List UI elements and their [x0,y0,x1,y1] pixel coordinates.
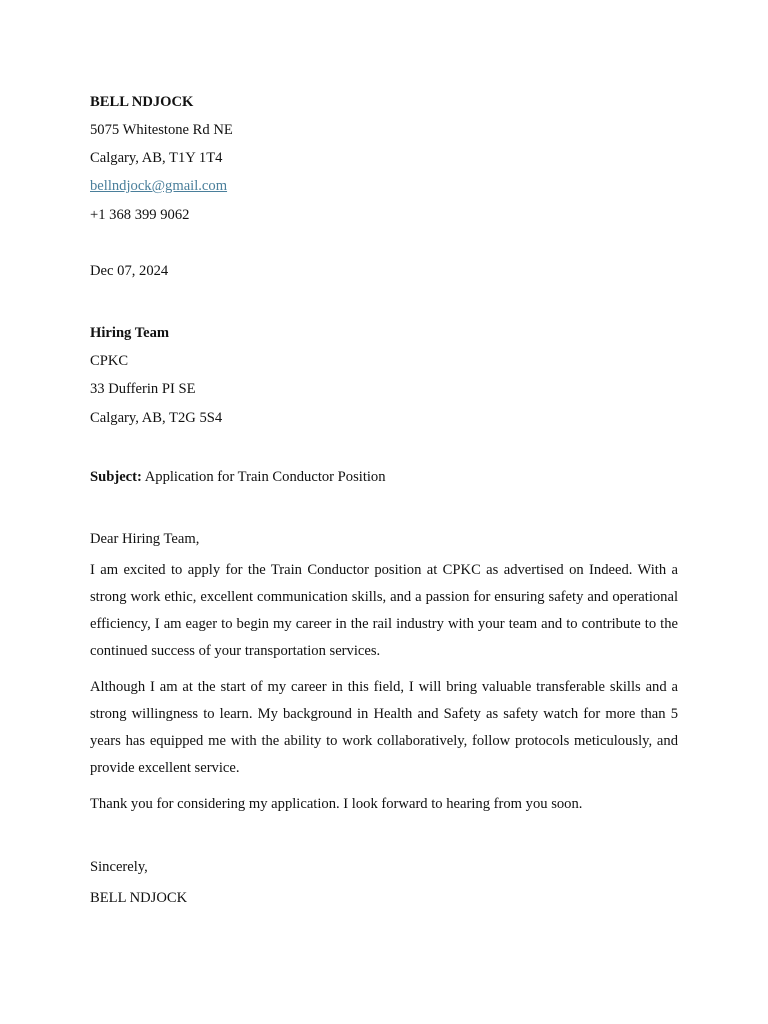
subject-text: Application for Train Conductor Position [144,469,386,485]
body-paragraph-2: Although I am at the start of my career in this field, I will bring valuable transferable skills and a strong willingness to learn. My background in Health and Safety as safety watch for more than 5 years has equipped me with the ability to work collaboratively, follow protocols meticulously, and provide excellent service. [90,679,678,776]
letter-page [90,0,678,1024]
body-paragraph-3: Thank you for considering my application. I look forward to hearing from you soon. [90,796,583,812]
recipient-city: Calgary, AB, T2G 5S4 [90,410,223,426]
recipient-company: CPKC [90,353,129,369]
recipient-name: Hiring Team [90,325,170,341]
subject-line [90,468,386,486]
sender-email-link[interactable]: bellndjock@gmail.com [90,178,228,194]
sender-city: Calgary, AB, T1Y 1T4 [90,150,223,166]
body-paragraph-1: I am excited to apply for the Train Conductor position at CPKC as advertised on Indeed. With a strong work ethic, excellent communication skills, and a passion for ensuring safety and operational efficiency, I am eager to begin my career in the rail industry with your team and to contribute to the continued success of your transportation services. [90,562,678,659]
sender-street: 5075 Whitestone Rd NE [90,122,233,138]
closing: Sincerely, [90,859,148,875]
letter-date: Dec 07, 2024 [90,263,169,279]
recipient-street: 33 Dufferin PI SE [90,381,196,397]
sender-name: BELL NDJOCK [90,94,194,110]
sender-phone: +1 368 399 9062 [90,207,190,223]
greeting: Dear Hiring Team, [90,531,200,547]
signature: BELL NDJOCK [90,890,188,906]
subject-label: Subject: [90,469,142,485]
